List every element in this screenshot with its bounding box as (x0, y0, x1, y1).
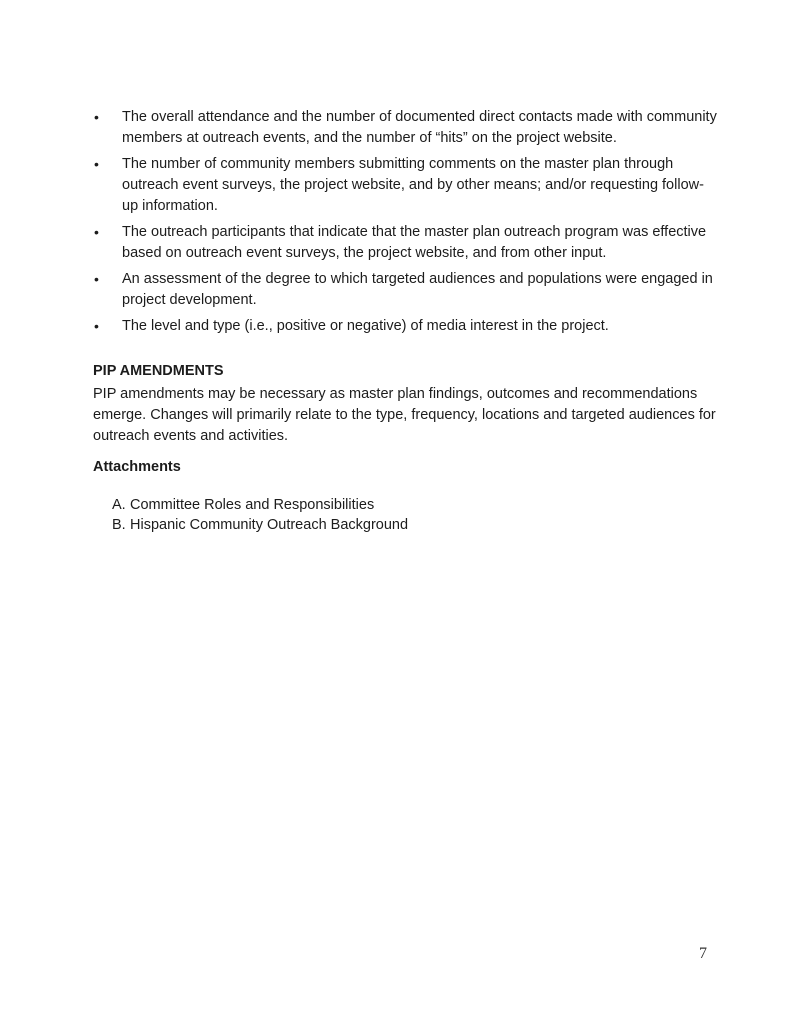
document-content (93, 107, 717, 535)
attachment-list (93, 495, 717, 535)
bullet-item (93, 222, 717, 264)
bullet-item (93, 269, 717, 311)
bullet-list (93, 107, 717, 337)
bullet-text: The outreach participants that indicate that the master plan outreach program was effective based on outreach event surveys, the project website, and from other input. (122, 224, 707, 261)
bullet-text: The number of community members submitting comments on the master plan through outreach event surveys, the project website, and by other means; and/or requesting follow-up information. (122, 156, 704, 214)
attachments-heading: Attachments (93, 459, 181, 475)
bullet-item (93, 107, 717, 149)
bullet-text: An assessment of the degree to which targeted audiences and populations were engaged in project development. (122, 271, 713, 308)
bullet-text: The overall attendance and the number of documented direct contacts made with community members at outreach events, and the number of “hits” on the project website. (122, 109, 717, 146)
bullet-icon: • (94, 224, 99, 240)
pip-amendments-heading: PIP AMENDMENTS (93, 363, 224, 379)
bullet-text: The level and type (i.e., positive or negative) of media interest in the project. (122, 318, 609, 334)
attachment-title: Committee Roles and Responsibilities (130, 497, 375, 513)
attachment-label: A. (112, 497, 126, 513)
bullet-icon: • (94, 318, 99, 334)
attachment-item (93, 515, 717, 535)
attachment-label: B. (112, 517, 126, 533)
page-number: 7 (699, 945, 707, 962)
attachment-item (93, 495, 717, 515)
bullet-item (93, 154, 717, 217)
pip-amendments-paragraph: PIP amendments may be necessary as master plan findings, outcomes and recommendations emerge. Changes will primarily relate to the type, frequency, locations and targeted audiences for outreach events and activities. (93, 386, 716, 444)
bullet-icon: • (94, 271, 99, 287)
bullet-icon: • (94, 109, 99, 125)
bullet-icon: • (94, 156, 99, 172)
bullet-item (93, 316, 717, 337)
attachment-title: Hispanic Community Outreach Background (130, 517, 409, 533)
